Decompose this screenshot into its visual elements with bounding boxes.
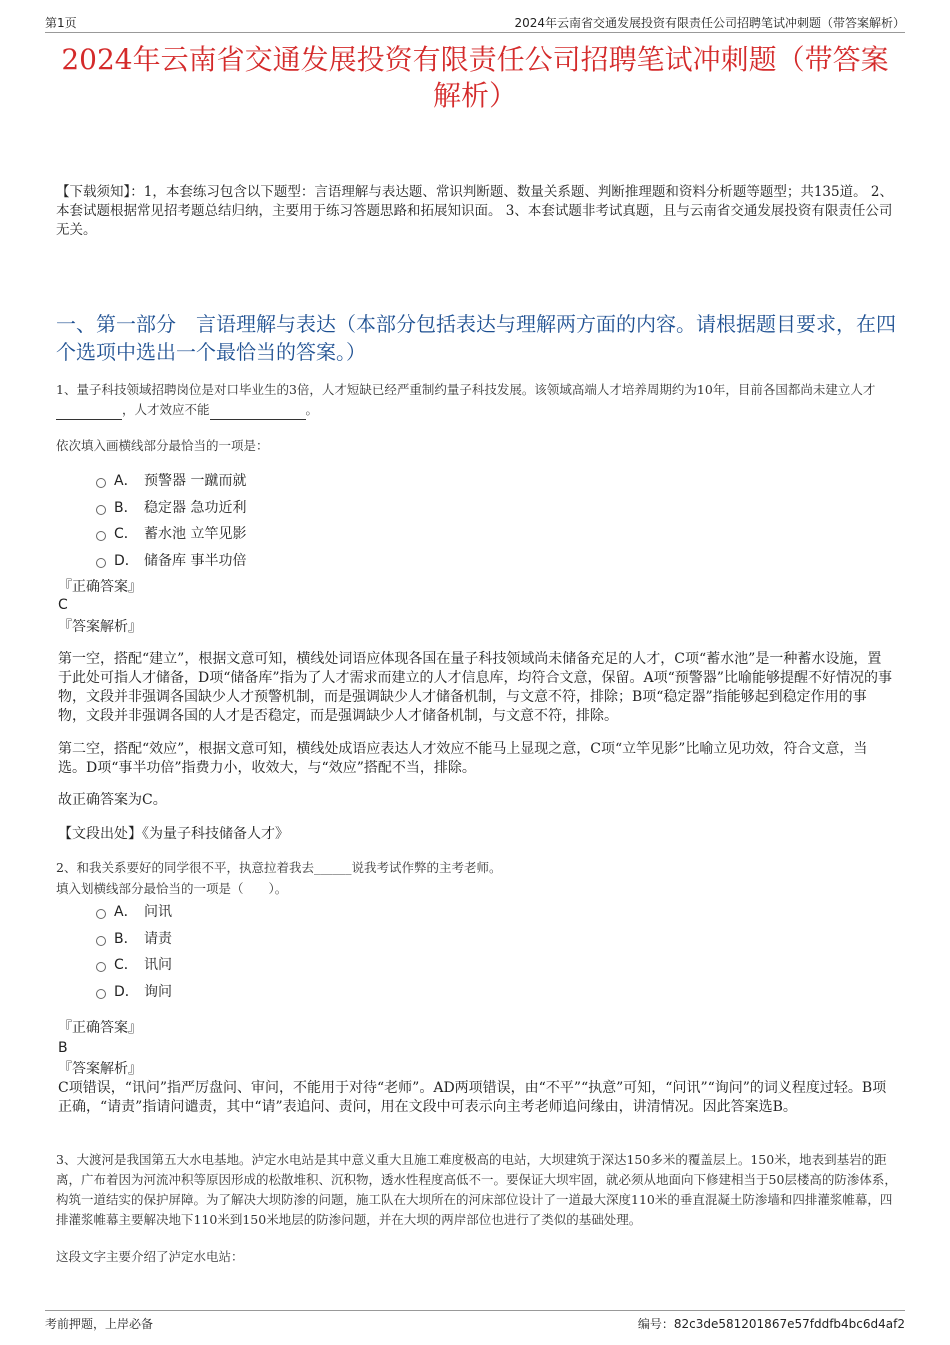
document-title: 2024年云南省交通发展投资有限责任公司招聘笔试冲刺题（带答案解析） <box>61 43 889 112</box>
analysis-paragraph-1: 第一空，搭配“建立”，根据文意可知，横线处词语应体现各国在量子科技领域尚未储备充足的人才，C项“蓄水池”是一种蓄水设施，置于此处可指人才储备，D项“储备库”指为了人才需求而建立的人才信息库，均符合文意，保留。A项“预警器”比喻能够提醒不好情况的事物，文段并非强调各国缺少人才预警机制，而是强调缺少人才储备机制，与文意不符，排除；B项“稳定器”指能够起到稳定作用的事物，文段并非强调各国的人才是否稳定，而是强调缺少人才储备机制，与文意不符，排除。 <box>58 651 892 724</box>
option-text: 问讯 <box>144 904 172 921</box>
option-text: 请责 <box>144 930 172 947</box>
question-1-instruction: 依次填入画横线部分最恰当的一项是： <box>56 438 269 453</box>
option-text: 储备库 事半功倍 <box>144 552 247 569</box>
question-1-part-b: ，人才效应不能 <box>122 402 210 417</box>
page-header <box>45 12 905 33</box>
option-b[interactable] <box>96 494 246 521</box>
option-letter: B． <box>114 499 138 516</box>
option-b[interactable] <box>96 925 172 952</box>
option-letter: A． <box>114 904 138 921</box>
option-letter: B． <box>114 930 138 947</box>
answer-label: 『正确答案』 <box>58 1020 142 1036</box>
question-3-text: 3、大渡河是我国第五大水电基地。泸定水电站是其中意义重大且施工难度极高的电站，大坝建筑于深达150多米的覆盖层上。150米，地表到基岩的距离，广布着因为河流冲积等原因形成的松散堆积、沉积物，透水性程度高低不一。要保证大坝牢固，就必须从地面向下修建相当于50层楼高的防渗体系，构筑一道结实的保护屏障。为了解决大坝防渗的问题，施工队在大坝所在的河床部位设计了一道最大深度110米的垂直混凝土防渗墙和四排灌浆帷幕，四排灌浆帷幕主要解决地下110米到150米地层的防渗问题，并在大坝的两岸部位也进行了类似的基础处理。 <box>56 1152 897 1227</box>
analysis-paragraph-2: 第二空，搭配“效应”，根据文意可知，横线处成语应表达人才效应不能马上显现之意，C项“立竿见影”比喻立见功效，符合文意，当选。D项“事半功倍”指费力小，收效大，与“效应”搭配不当，排除。 <box>58 741 868 776</box>
header-doc-title: 2024年云南省交通发展投资有限责任公司招聘笔试冲刺题（带答案解析） <box>514 16 905 30</box>
question-3-instruction: 这段文字主要介绍了泸定水电站： <box>56 1249 244 1264</box>
radio-icon[interactable] <box>96 505 106 515</box>
analysis-paragraph: C项错误，“讯问”指严厉盘问、审问，不能用于对待“老师”。AD两项错误，由“不平”“执意”可知，“问讯”“询问”的词义程度过轻。B项正确，“请责”指请问谴责，其中“请”表追问、责问，用在文段中可表示向主考老师追问缘由，讲清情况。因此答案选B。 <box>58 1080 887 1115</box>
radio-icon[interactable] <box>96 558 106 568</box>
option-letter: D． <box>114 552 139 569</box>
option-a[interactable] <box>96 467 246 494</box>
answer-value: C <box>58 597 68 613</box>
option-text: 询问 <box>144 983 172 1000</box>
question-2-options <box>96 898 172 1004</box>
passage-source: 【文段出处】《为量子科技储备人才》 <box>58 826 289 842</box>
analysis-conclusion: 故正确答案为C。 <box>58 792 167 808</box>
download-notice: 【下载须知】：1，本套练习包含以下题型：言语理解与表达题、常识判断题、数量关系题、判断推理题和资料分析题等题型；共135道。 2、本套试题根据常见招考题总结归纳，主要用于练习答题思路和拓展知识面。 3、本套试题非考试真题，且与云南省交通发展投资有限责任公司无关。 <box>56 184 893 238</box>
option-letter: D． <box>114 983 139 1000</box>
question-2-instruction: 填入划横线部分最恰当的一项是（ ）。 <box>56 881 288 896</box>
answer-value: B <box>58 1040 68 1056</box>
question-1-text <box>56 380 900 420</box>
footer-slogan: 考前押题，上岸必备 <box>45 1317 154 1331</box>
radio-icon[interactable] <box>96 909 106 919</box>
radio-icon[interactable] <box>96 478 106 488</box>
radio-icon[interactable] <box>96 936 106 946</box>
option-letter: C． <box>114 526 138 543</box>
option-letter: C． <box>114 957 138 974</box>
blank-2 <box>210 419 306 420</box>
page-number: 第1页 <box>45 16 77 30</box>
question-1-part-c: 。 <box>305 402 319 417</box>
question-1-options <box>96 467 246 573</box>
footer-serial: 编号：82c3de581201867e57fddfb4bc6d4af2 <box>637 1317 905 1331</box>
question-1-part-a: 1、量子科技领域招聘岗位是对口毕业生的3倍，人才短缺已经严重制约量子科技发展。该领域高端人才培养周期约为10年，目前各国都尚未建立人才 <box>56 382 876 397</box>
question-2-text: 2、和我关系要好的同学很不平，执意拉着我去______说我考试作弊的主考老师。 <box>56 860 502 875</box>
option-d[interactable] <box>96 978 172 1005</box>
radio-icon[interactable] <box>96 989 106 999</box>
option-text: 稳定器 急功近利 <box>144 499 247 516</box>
analysis-label: 『答案解析』 <box>58 1061 142 1077</box>
analysis-label: 『答案解析』 <box>58 619 142 635</box>
option-d[interactable] <box>96 547 246 574</box>
option-c[interactable] <box>96 520 246 547</box>
radio-icon[interactable] <box>96 531 106 541</box>
option-letter: A． <box>114 473 138 490</box>
page-footer <box>45 1310 905 1333</box>
option-text: 蓄水池 立竿见影 <box>144 526 247 543</box>
radio-icon[interactable] <box>96 962 106 972</box>
option-text: 讯问 <box>144 957 172 974</box>
option-a[interactable] <box>96 898 172 925</box>
option-text: 预警器 一蹴而就 <box>144 473 247 490</box>
answer-label: 『正确答案』 <box>58 579 142 595</box>
blank-1 <box>56 419 122 420</box>
section-heading: 一、第一部分 言语理解与表达（本部分包括表达与理解两方面的内容。请根据题目要求，在四个选项中选出一个最恰当的答案。） <box>56 312 896 364</box>
option-c[interactable] <box>96 951 172 978</box>
